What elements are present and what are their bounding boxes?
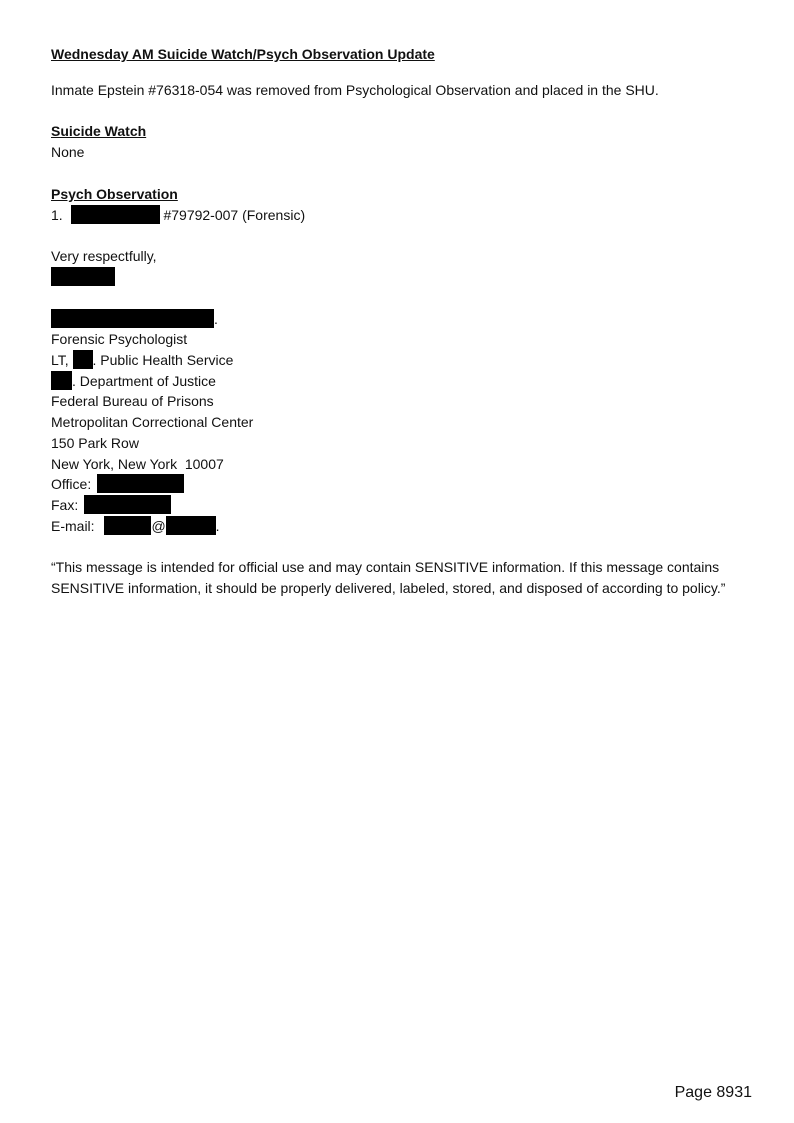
email-at: @ [151, 517, 166, 534]
document-body [51, 44, 751, 599]
redaction-box [166, 516, 216, 535]
email-end: . [215, 517, 220, 534]
center-line: Metropolitan Correctional Center [51, 414, 254, 431]
signer-name-line [51, 309, 751, 330]
office-label: Office: [51, 476, 92, 493]
intro-text: Inmate Epstein #76318-054 was removed from Psychological Observation and placed in the SHU. [51, 81, 659, 98]
item-number: 1. [51, 206, 63, 223]
redaction-box [51, 371, 72, 390]
signature-name-line [51, 267, 751, 288]
email-line [51, 516, 751, 537]
psych-observation-heading: Psych Observation [51, 185, 178, 202]
redaction-box [97, 474, 184, 493]
bureau-line: Federal Bureau of Prisons [51, 393, 214, 410]
lt-line [51, 350, 751, 371]
redaction-box [84, 495, 171, 514]
disclaimer: “This message is intended for official use and may contain SENSITIVE information. If this message contains SENSITIVE information, it should be properly delivered, labeled, stored, and disposed of according to policy.” [51, 559, 726, 597]
redaction-box [71, 205, 160, 224]
page-number: Page 8931 [674, 1084, 752, 1101]
suicide-watch-value: None [51, 144, 85, 161]
signer-title: Forensic Psychologist [51, 331, 188, 348]
suicide-watch-heading: Suicide Watch [51, 123, 147, 140]
email-label: E-mail: [51, 517, 95, 534]
redaction-box [51, 309, 214, 328]
psych-observation-item [51, 205, 751, 226]
street-line: 150 Park Row [51, 434, 139, 451]
fax-label: Fax: [51, 496, 79, 513]
lt-prefix: LT, [51, 352, 69, 369]
department-suffix: . Department of Justice [72, 372, 216, 389]
document-title: Wednesday AM Suicide Watch/Psych Observation Update [51, 46, 435, 62]
department-line [51, 371, 751, 392]
item-text: #79792-007 (Forensic) [163, 206, 306, 223]
office-line [51, 474, 751, 495]
redaction-box [51, 267, 115, 286]
city-line: New York, New York 10007 [51, 455, 224, 472]
redaction-box [104, 516, 151, 535]
fax-line [51, 495, 751, 516]
lt-suffix: . Public Health Service [92, 352, 234, 369]
redaction-box [73, 350, 93, 369]
closing: Very respectfully, [51, 248, 157, 265]
name-period: . [214, 310, 218, 327]
